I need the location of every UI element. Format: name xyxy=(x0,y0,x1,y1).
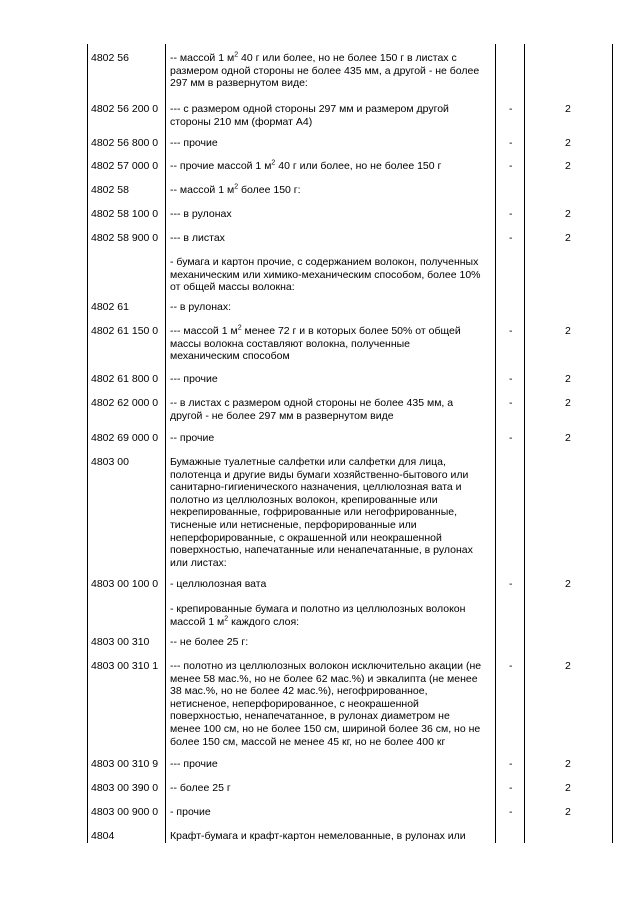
tariff-code: 4803 00 900 0 xyxy=(91,806,159,818)
duty-rate: 2 xyxy=(565,232,571,244)
tariff-description xyxy=(170,758,218,771)
tariff-code: 4802 58 xyxy=(91,184,129,196)
description-line: - прочие xyxy=(170,806,211,818)
tariff-code: 4802 61 150 0 xyxy=(91,325,159,337)
duty-rate: 2 xyxy=(565,160,571,172)
description-line: неперфорированные, с окрашенной или неокрашенной xyxy=(170,531,442,544)
tariff-code: 4802 56 200 0 xyxy=(91,103,159,115)
description-line: --- с размером одной стороны 297 мм и размером другой xyxy=(170,103,449,115)
tariff-code: 4802 58 900 0 xyxy=(91,232,159,244)
duty-rate: 2 xyxy=(565,578,571,590)
tariff-code: 4802 61 800 0 xyxy=(91,373,159,385)
duty-unit: - xyxy=(509,660,513,672)
duty-rate: 2 xyxy=(565,758,571,770)
tariff-description xyxy=(170,184,301,197)
description-line: -- массой 1 $м^2$ 40 г или более, но не более 150 г в листах с xyxy=(170,51,457,64)
tariff-description xyxy=(170,603,465,628)
duty-unit: - xyxy=(509,758,513,770)
duty-unit: - xyxy=(509,578,513,590)
tariff-code: 4803 00 310 9 xyxy=(91,758,159,770)
duty-rate: 2 xyxy=(565,103,571,115)
duty-unit: - xyxy=(509,432,513,444)
description-line: - целлюлозная вата xyxy=(170,578,267,590)
tariff-code: 4802 62 000 0 xyxy=(91,397,159,409)
column-border xyxy=(612,44,613,843)
tariff-description xyxy=(170,830,466,843)
duty-unit: - xyxy=(509,160,513,172)
description-line: --- прочие xyxy=(170,373,218,385)
description-line: полотенца и другие виды бумаги хозяйственно-бытового или xyxy=(170,468,469,481)
description-line: массы волокна составляют волокна, полученные xyxy=(170,337,411,350)
tariff-description xyxy=(170,578,266,591)
description-line: --- полотно из целлюлозных волокон исключительно акации (не xyxy=(170,660,482,672)
tariff-code: 4803 00 310 1 xyxy=(91,660,159,672)
description-line: массой 1 $м^2$ каждого слоя: xyxy=(170,615,300,628)
description-line: --- в рулонах xyxy=(170,208,232,220)
tariff-code: 4802 56 800 0 xyxy=(91,137,159,149)
tariff-code: 4802 61 xyxy=(91,301,129,313)
tariff-code: 4803 00 xyxy=(91,456,129,468)
description-line: размером одной стороны не более 435 мм, а другой - не более xyxy=(170,64,480,77)
duty-rate: 2 xyxy=(565,208,571,220)
description-line: механическим способом xyxy=(170,350,290,363)
tariff-code: 4803 00 390 0 xyxy=(91,782,159,794)
description-line: менее 58 мас.%, но не более 62 мас.%) и эвкалипта (не менее xyxy=(170,672,478,685)
tariff-description xyxy=(170,373,218,386)
duty-rate: 2 xyxy=(565,432,571,444)
tariff-description xyxy=(170,636,248,649)
tariff-description xyxy=(170,232,225,245)
duty-unit: - xyxy=(509,325,513,337)
description-line: -- массой 1 $м^2$ более 150 г: xyxy=(170,183,301,196)
duty-unit: - xyxy=(509,137,513,149)
description-line: стороны 210 мм (формат А4) xyxy=(170,115,313,128)
tariff-description xyxy=(170,208,232,221)
duty-unit: - xyxy=(509,208,513,220)
column-border xyxy=(495,44,496,843)
tariff-code: 4804 xyxy=(91,830,115,842)
duty-rate: 2 xyxy=(565,660,571,672)
description-line: механическим или химико-механическим способом, более 10% xyxy=(170,268,481,281)
description-line: 297 мм в развернутом виде: xyxy=(170,77,308,90)
description-line: -- в листах с размером одной стороны не более 435 мм, а xyxy=(170,397,454,409)
description-line: --- прочие xyxy=(170,137,218,149)
tariff-description xyxy=(170,806,211,819)
duty-rate: 2 xyxy=(565,397,571,409)
tariff-code: 4803 00 310 xyxy=(91,636,150,648)
description-line: Бумажные туалетные салфетки или салфетки для лица, xyxy=(170,456,446,468)
tariff-description xyxy=(170,432,214,445)
tariff-description xyxy=(170,301,231,314)
tariff-description xyxy=(170,660,481,748)
description-line: нетисненое, неперфорированное, с неокрашенной xyxy=(170,697,419,710)
description-line: - бумага и картон прочие, с содержанием волокон, полученных xyxy=(170,256,479,268)
description-line: --- массой 1 $м^2$ менее 72 г и в которых более 50% от общей xyxy=(170,324,461,337)
duty-rate: 2 xyxy=(565,782,571,794)
duty-unit: - xyxy=(509,782,513,794)
column-border xyxy=(524,44,525,843)
tariff-code: 4802 57 000 0 xyxy=(91,160,159,172)
description-line: санитарно-гигиенического назначения, целлюлозная вата и xyxy=(170,481,462,494)
tariff-description xyxy=(170,160,441,173)
tariff-description xyxy=(170,137,218,150)
description-line: 38 мас.%, но не более 42 мас.%), негофрированное, xyxy=(170,685,428,698)
description-line: полотно из целлюлозных волокон, крепированные или xyxy=(170,493,438,506)
description-line: некрепированные, гофрированные или негофрированные, xyxy=(170,506,457,519)
tariff-description xyxy=(170,103,449,128)
duty-rate: 2 xyxy=(565,806,571,818)
tariff-code: 4802 56 xyxy=(91,52,129,64)
description-line: поверхностью, ненапечатанное, в рулонах диаметром не xyxy=(170,710,450,723)
tariff-code: 4802 69 000 0 xyxy=(91,432,159,444)
description-line: --- прочие xyxy=(170,758,218,770)
duty-rate: 2 xyxy=(565,325,571,337)
tariff-description xyxy=(170,456,473,569)
description-line: Крафт-бумага и крафт-картон немелованные, в рулонах или xyxy=(170,830,466,842)
duty-unit: - xyxy=(509,397,513,409)
tariff-description xyxy=(170,325,461,363)
duty-rate: 2 xyxy=(565,373,571,385)
description-line: поверхностью, напечатанные или ненапечатанные, в рулонах xyxy=(170,544,473,557)
description-line: -- в рулонах: xyxy=(170,301,232,313)
duty-unit: - xyxy=(509,103,513,115)
duty-rate: 2 xyxy=(565,137,571,149)
description-line: -- более 25 г xyxy=(170,782,231,794)
description-line: -- не более 25 г: xyxy=(170,636,249,648)
column-border xyxy=(87,44,88,843)
tariff-code: 4803 00 100 0 xyxy=(91,578,159,590)
column-border xyxy=(165,44,166,843)
description-line: -- прочие xyxy=(170,432,215,444)
tariff-description xyxy=(170,52,479,90)
duty-unit: - xyxy=(509,806,513,818)
description-line: менее 100 см, но не более 150 см, шириной более 36 см, но не xyxy=(170,722,481,735)
tariff-description xyxy=(170,256,481,294)
description-line: или листах: xyxy=(170,556,227,569)
description-line: от общей массы волокна: xyxy=(170,281,295,294)
tariff-description xyxy=(170,782,231,795)
description-line: другой - не более 297 мм в развернутом виде xyxy=(170,409,394,422)
tariff-description xyxy=(170,397,453,422)
description-line: - крепированные бумага и полотно из целлюлозных волокон xyxy=(170,603,466,615)
description-line: тисненые или нетисненые, перфорированные или xyxy=(170,518,417,531)
tariff-code: 4802 58 100 0 xyxy=(91,208,159,220)
description-line: --- в листах xyxy=(170,232,225,244)
duty-unit: - xyxy=(509,232,513,244)
description-line: -- прочие массой 1 $м^2$ 40 г или более, но не более 150 г xyxy=(170,159,442,172)
duty-unit: - xyxy=(509,373,513,385)
description-line: более 150 см, массой не менее 45 кг, но не более 400 кг xyxy=(170,735,446,748)
